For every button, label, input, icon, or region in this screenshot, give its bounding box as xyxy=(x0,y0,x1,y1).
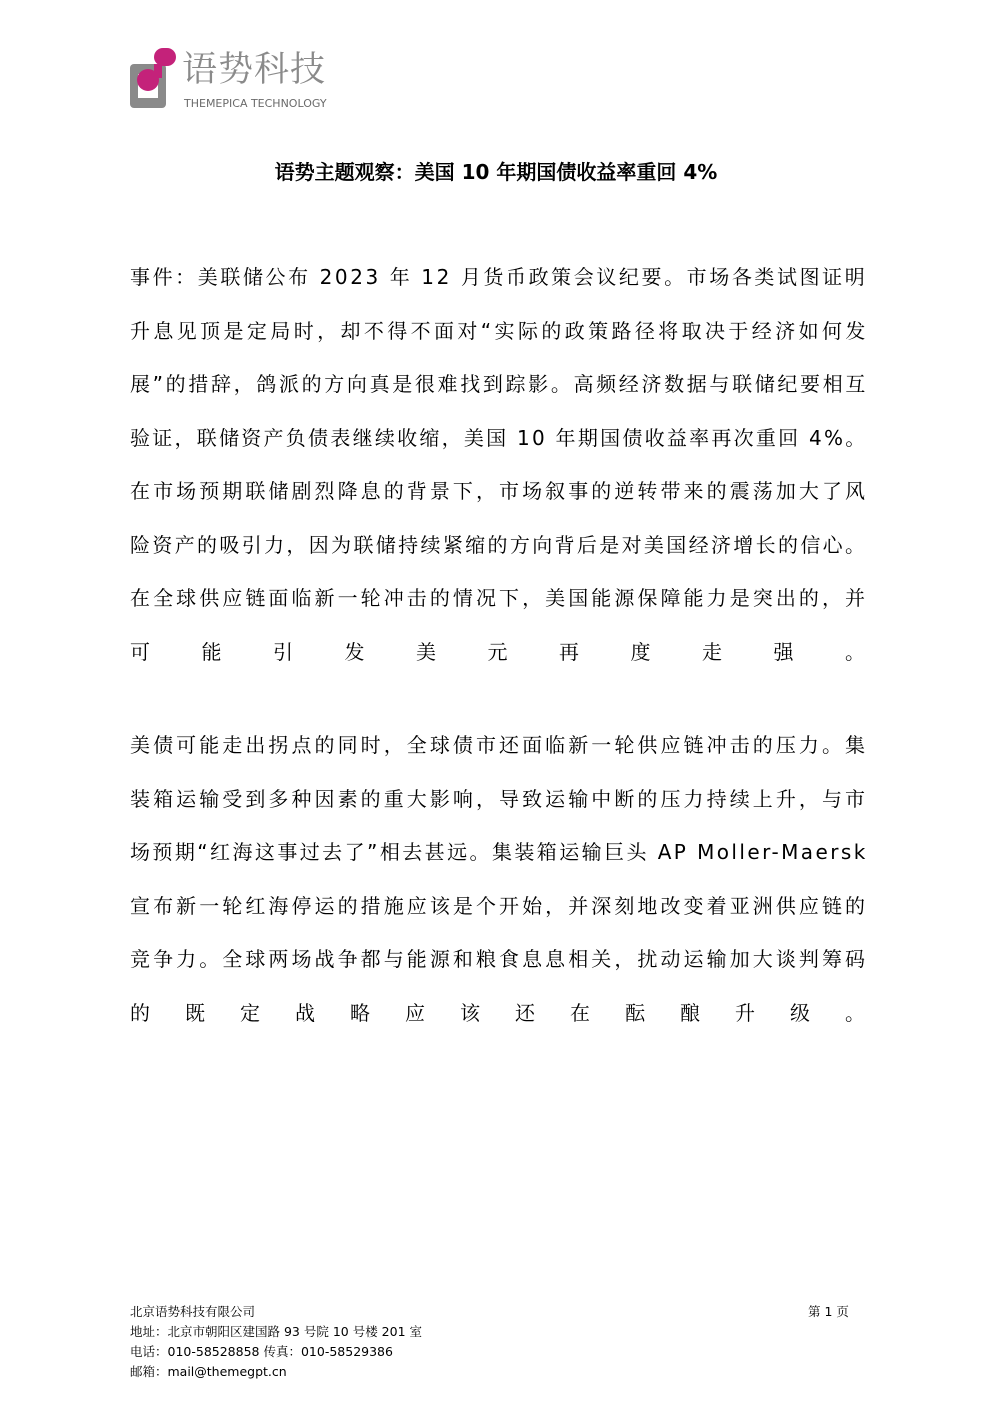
footer-email: 邮箱：mail@themegpt.cn xyxy=(130,1364,287,1379)
paragraph-line: 验证，联储资产负债表继续收缩，美国 10 年期国债收益率再次重回 4%。 xyxy=(130,425,868,450)
paragraph-line: 装箱运输受到多种因素的重大影响，导致运输中断的压力持续上升，与市 xyxy=(130,786,869,811)
logo-name-en: THEMEPICA TECHNOLOGY xyxy=(184,97,327,110)
paragraph-supply-chain xyxy=(130,719,900,1040)
footer-contact xyxy=(130,1302,422,1382)
paragraph-line: 场预期“红海这事过去了”相去甚远。集装箱运输巨头 AP Moller-Maersk xyxy=(130,840,868,864)
page-number: 第 1 页 xyxy=(808,1304,849,1319)
paragraph-line: 美债可能走出拐点的同时，全球债市还面临新一轮供应链冲击的压力。集 xyxy=(130,733,869,757)
logo-name-cn: 语势科技 xyxy=(182,50,327,90)
footer-company: 北京语势科技有限公司 xyxy=(130,1304,256,1319)
paragraph-line: 险资产的吸引力，因为联储持续紧缩的方向背后是对美国经济增长的信心。 xyxy=(130,532,868,557)
paragraph-line: 竞争力。全球两场战争都与能源和粮食息息相关，扰动运输加大谈判筹码 xyxy=(130,947,869,971)
document-title: 语势主题观察：美国 10 年期国债收益率重回 4% xyxy=(274,160,718,184)
paragraph-event xyxy=(130,251,917,679)
paragraph-line: 宣布新一轮红海停运的措施应该是个开始，并深刻地改变着亚洲供应链的 xyxy=(130,893,869,918)
footer-address: 地址：北京市朝阳区建国路 93 号院 10 号楼 201 室 xyxy=(130,1324,423,1339)
company-logo xyxy=(128,44,368,114)
footer-phone: 电话：010-58528858 传真：010-58529386 xyxy=(130,1344,393,1359)
paragraph-line: 在市场预期联储剧烈降息的背景下，市场叙事的逆转带来的震荡加大了风 xyxy=(130,479,869,503)
paragraph-line: 在全球供应链面临新一轮冲击的情况下，美国能源保障能力是突出的，并 xyxy=(130,586,869,610)
paragraph-line: 事件：美联储公布 2023 年 12 月货币政策会议纪要。市场各类试图证明 xyxy=(130,265,868,289)
paragraph-line: 升息见顶是定局时，却不得不面对“实际的政策路径将取决于经济如何发 xyxy=(130,318,869,343)
logo-mark-icon xyxy=(128,44,180,112)
paragraph-line: 展”的措辞，鸽派的方向真是很难找到踪影。高频经济数据与联储纪要相互 xyxy=(130,372,869,396)
paragraph-line: 的既定战略应该还在酝酿升级。 xyxy=(130,1000,900,1025)
paragraph-line: 可能引发美元再度走强。 xyxy=(130,639,917,664)
